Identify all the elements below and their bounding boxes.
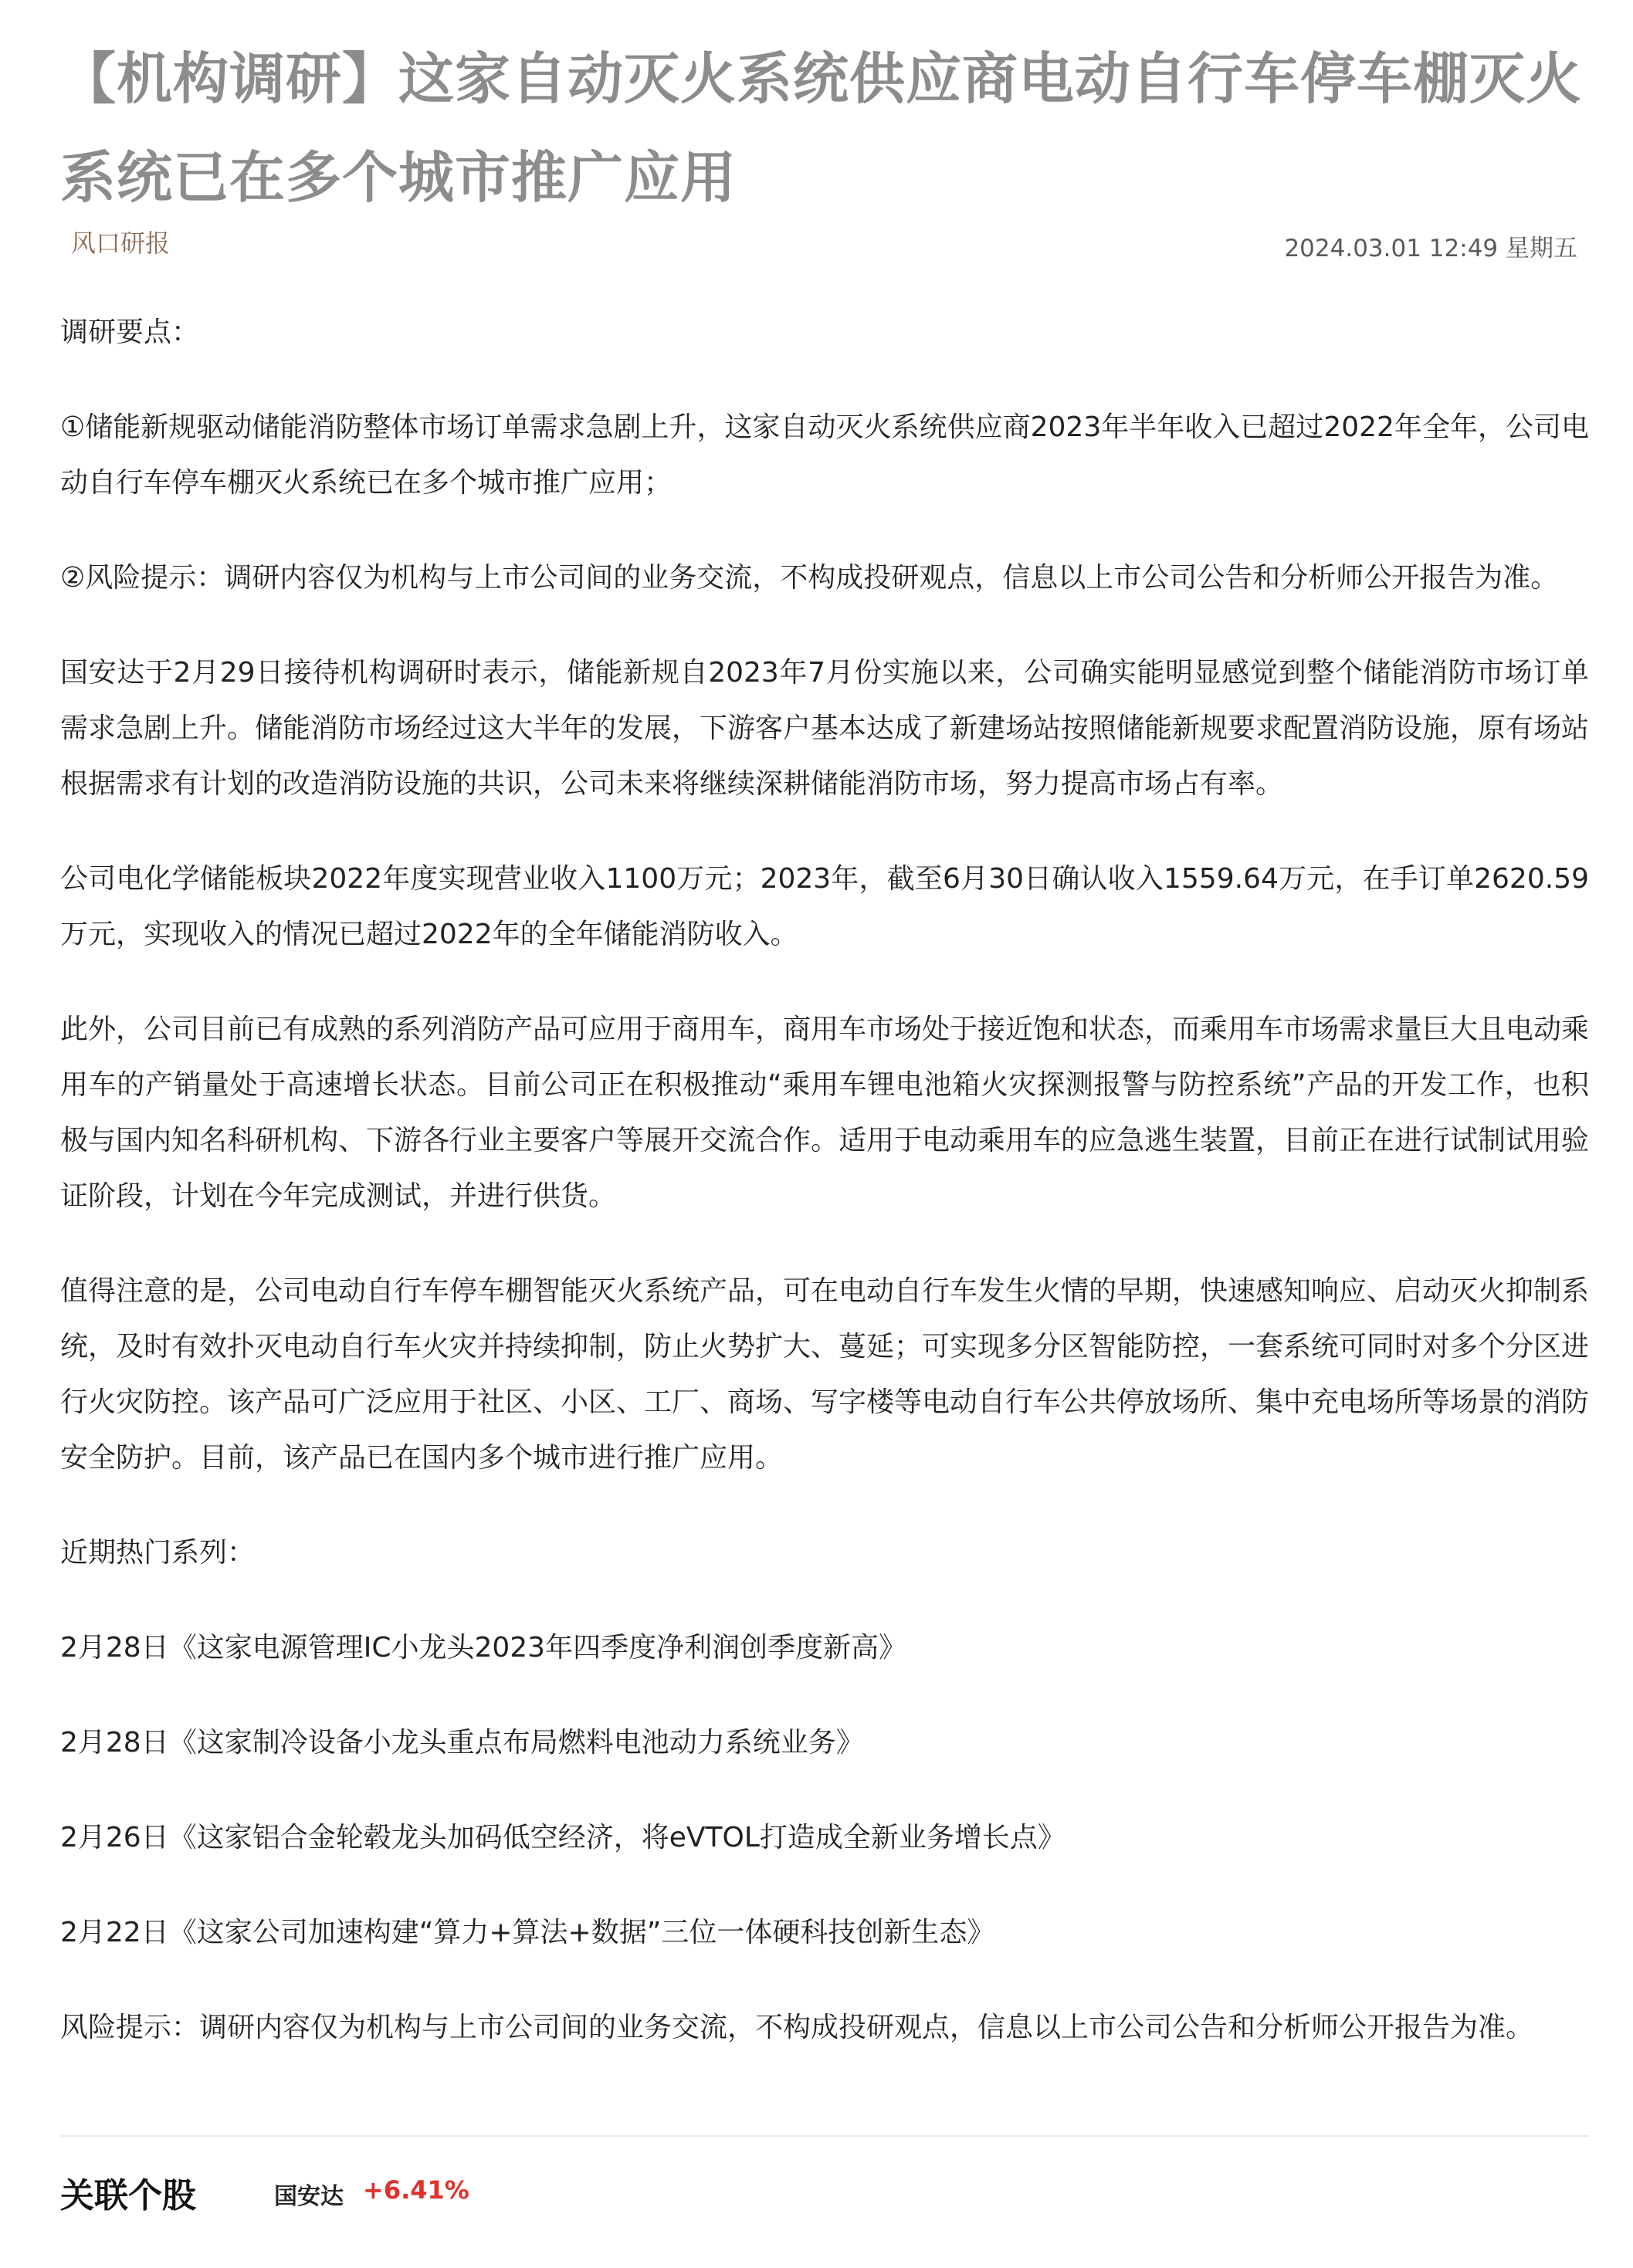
- hot-series-link[interactable]: 2月28日《这家电源管理IC小龙头2023年四季度净利润创季度新高》: [60, 1632, 907, 1664]
- article-body: [60, 305, 1589, 2056]
- article-title: 【机构调研】这家自动灭火系统供应商电动自行车停车棚灭火系统已在多个城市推广应用: [60, 46, 1583, 210]
- section-heading-key-points: 调研要点：: [60, 317, 200, 348]
- hot-series-link[interactable]: 2月26日《这家铝合金轮毂龙头加码低空经济，将eVTOL打造成全新业务增长点》: [60, 1822, 1066, 1853]
- body-paragraph: 公司电化学储能板块2022年度实现营业收入1100万元；2023年，截至6月30日确认收入1559.64万元，在手订单2620.59万元，实现收入的情况已超过2022年的全年储能消防收入。: [60, 863, 1589, 950]
- section-heading-hot-series: 近期热门系列：: [60, 1537, 256, 1569]
- article-datetime: 2024.03.01 12:49 星期五: [1284, 235, 1577, 262]
- risk-disclaimer: 风险提示：调研内容仅为机构与上市公司间的业务交流，不构成投研观点，信息以上市公司公告和分析师公开报告为准。: [60, 2012, 1534, 2043]
- hot-series-link[interactable]: 2月28日《这家制冷设备小龙头重点布局燃料电池动力系统业务》: [60, 1727, 864, 1759]
- key-point-1: ①储能新规驱动储能消防整体市场订单需求急剧上升，这家自动灭火系统供应商2023年半年收入已超过2022年全年，公司电动自行车停车棚灭火系统已在多个城市推广应用；: [60, 411, 1589, 499]
- body-paragraph: 国安达于2月29日接待机构调研时表示，储能新规自2023年7月份实施以来，公司确实能明显感觉到整个储能消防市场订单需求急剧上升。储能消防市场经过这大半年的发展，下游客户基本达成了新建场站按照储能新规要求配置消防设施，原有场站根据需求有计划的改造消防设施的共识，公司未来将继续深耕储能消防市场，努力提高市场占有率。: [60, 657, 1590, 800]
- related-stock-change[interactable]: +6.41%: [363, 2175, 469, 2205]
- related-stocks-label: 关联个股: [60, 2176, 196, 2216]
- related-stock-name[interactable]: 国安达: [274, 2183, 344, 2210]
- divider: [60, 2135, 1589, 2137]
- key-point-2-risk: ②风险提示：调研内容仅为机构与上市公司间的业务交流，不构成投研观点，信息以上市公司公告和分析师公开报告为准。: [60, 562, 1559, 594]
- body-paragraph: 此外，公司目前已有成熟的系列消防产品可应用于商用车，商用车市场处于接近饱和状态，而乘用车市场需求量巨大且电动乘用车的产销量处于高速增长状态。目前公司正在积极推动“乘用车锂电池箱火灾探测报警与防控系统”产品的开发工作，也积极与国内知名科研机构、下游各行业主要客户等展开交流合作。适用于电动乘用车的应急逃生装置，目前正在进行试制试用验证阶段，计划在今年完成测试，并进行供货。: [60, 1014, 1590, 1212]
- hot-series-link[interactable]: 2月22日《这家公司加速构建“算力+算法+数据”三位一体硬科技创新生态》: [60, 1917, 995, 1948]
- body-paragraph: 值得注意的是，公司电动自行车停车棚智能灭火系统产品，可在电动自行车发生火情的早期，快速感知响应、启动灭火抑制系统，及时有效扑灭电动自行车火灾并持续抑制，防止火势扩大、蔓延；可实现多分区智能防控，一套系统可同时对多个分区进行火灾防控。该产品可广泛应用于社区、小区、工厂、商场、写字楼等电动自行车公共停放场所、集中充电场所等场景的消防安全防护。目前，该产品已在国内多个城市进行推广应用。: [60, 1275, 1590, 1474]
- article-source[interactable]: 风口研报: [71, 228, 171, 258]
